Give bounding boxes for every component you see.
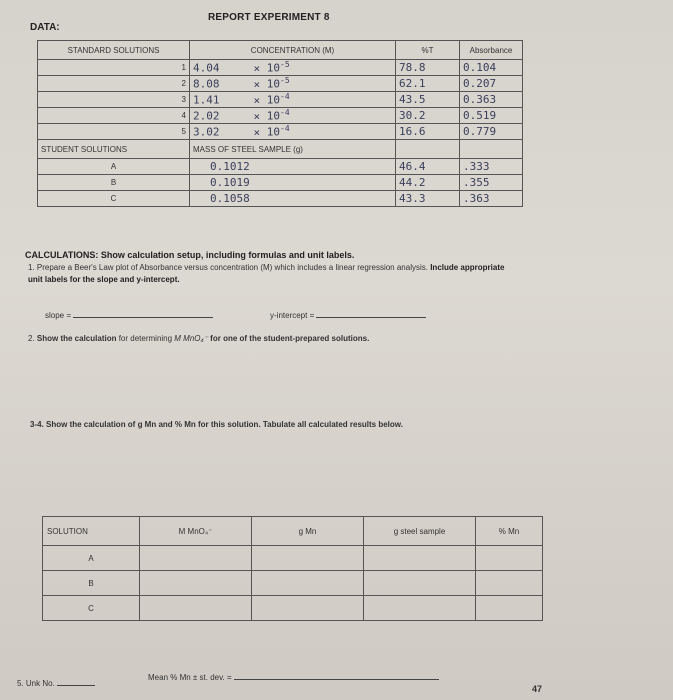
- header-concentration: CONCENTRATION (M): [190, 41, 396, 60]
- header-solution: SOLUTION: [43, 517, 140, 546]
- solution-id: B: [43, 571, 140, 596]
- header-standard-solutions: STANDARD SOLUTIONS: [38, 41, 190, 60]
- standard-row: [38, 124, 523, 140]
- unknown-number-field: 5. Unk No.: [17, 678, 95, 688]
- data-table: [37, 40, 523, 207]
- page-title: REPORT EXPERIMENT 8: [208, 12, 330, 23]
- data-label: DATA:: [30, 22, 60, 33]
- standard-percent-t: 78.8: [396, 60, 460, 76]
- student-row: [38, 191, 523, 207]
- standard-row: [38, 108, 523, 124]
- percent-mn-cell[interactable]: [476, 546, 543, 571]
- standard-absorbance: 0.363: [460, 92, 523, 108]
- question-2: 2. Show the calculation for determining M MnO₄⁻ for one of the student-prepared solutions.: [28, 334, 370, 343]
- unknown-number-blank[interactable]: [57, 678, 95, 686]
- results-row: [43, 546, 543, 571]
- standard-id: 4: [38, 108, 190, 124]
- g-mn-cell[interactable]: [252, 596, 364, 621]
- header-mass-steel: MASS OF STEEL SAMPLE (g): [190, 140, 396, 159]
- student-absorbance: .363: [460, 191, 523, 207]
- student-percent-t: 43.3: [396, 191, 460, 207]
- student-absorbance: .355: [460, 175, 523, 191]
- data-table-header: [38, 41, 523, 60]
- g-steel-cell[interactable]: [364, 596, 476, 621]
- percent-mn-cell[interactable]: [476, 596, 543, 621]
- solution-id: C: [43, 596, 140, 621]
- header-g-mn: g Mn: [252, 517, 364, 546]
- m-mno4-cell[interactable]: [140, 546, 252, 571]
- results-row: [43, 571, 543, 596]
- g-steel-cell[interactable]: [364, 546, 476, 571]
- slope-field: slope =: [45, 310, 213, 320]
- m-mno4-cell[interactable]: [140, 571, 252, 596]
- m-mno4-cell[interactable]: [140, 596, 252, 621]
- standard-row: [38, 76, 523, 92]
- student-mass: 0.1019: [190, 175, 396, 191]
- standard-concentration: $3.02 \times 10^{-4}$: [190, 124, 396, 140]
- standard-concentration: $2.02 \times 10^{-4}$: [190, 108, 396, 124]
- header-student-solutions: STUDENT SOLUTIONS: [38, 140, 190, 159]
- header-m-mno4: M MnO₄⁻: [140, 517, 252, 546]
- question-3-4: 3-4. Show the calculation of g Mn and % Mn for this solution. Tabulate all calculated results below.: [30, 420, 403, 429]
- standard-percent-t: 43.5: [396, 92, 460, 108]
- standard-percent-t: 30.2: [396, 108, 460, 124]
- standard-id: 3: [38, 92, 190, 108]
- standard-concentration: $1.41 \times 10^{-4}$: [190, 92, 396, 108]
- student-id: B: [38, 175, 190, 191]
- calculations-heading: CALCULATIONS: Show calculation setup, including formulas and unit labels.: [25, 250, 355, 260]
- student-id: A: [38, 159, 190, 175]
- standard-row: [38, 92, 523, 108]
- student-mass: 0.1058: [190, 191, 396, 207]
- standard-percent-t: 16.6: [396, 124, 460, 140]
- student-percent-t: 46.4: [396, 159, 460, 175]
- standard-concentration: $4.04 \times 10^{-5}$: [190, 60, 396, 76]
- solution-id: A: [43, 546, 140, 571]
- y-intercept-field: y-intercept =: [270, 310, 426, 320]
- student-percent-t: 44.2: [396, 175, 460, 191]
- header-percent-mn: % Mn: [476, 517, 543, 546]
- header-percent-t: %T: [396, 41, 460, 60]
- standard-id: 2: [38, 76, 190, 92]
- standard-absorbance: 0.519: [460, 108, 523, 124]
- student-mass: 0.1012: [190, 159, 396, 175]
- standard-row: [38, 60, 523, 76]
- y-intercept-blank[interactable]: [316, 310, 426, 318]
- mean-mn-blank[interactable]: [234, 672, 439, 680]
- standard-id: 5: [38, 124, 190, 140]
- g-mn-cell[interactable]: [252, 571, 364, 596]
- g-steel-cell[interactable]: [364, 571, 476, 596]
- standard-absorbance: 0.779: [460, 124, 523, 140]
- header-g-steel: g steel sample: [364, 517, 476, 546]
- slope-blank[interactable]: [73, 310, 213, 318]
- results-table-header: [43, 517, 543, 546]
- results-row: [43, 596, 543, 621]
- question-1: 1. Prepare a Beer's Law plot of Absorbance versus concentration (M) which includes a linear regression analysis. Include appropriate unit labels for the slope and y-intercept.: [28, 263, 505, 284]
- student-header-row: [38, 140, 523, 159]
- standard-absorbance: 0.104: [460, 60, 523, 76]
- header-absorbance: Absorbance: [460, 41, 523, 60]
- student-id: C: [38, 191, 190, 207]
- percent-mn-cell[interactable]: [476, 571, 543, 596]
- g-mn-cell[interactable]: [252, 546, 364, 571]
- standard-id: 1: [38, 60, 190, 76]
- results-table: [42, 516, 543, 621]
- page-number: 47: [532, 684, 543, 694]
- student-absorbance: .333: [460, 159, 523, 175]
- standard-absorbance: 0.207: [460, 76, 523, 92]
- standard-percent-t: 62.1: [396, 76, 460, 92]
- standard-concentration: $8.08 \times 10^{-5}$: [190, 76, 396, 92]
- student-row: [38, 159, 523, 175]
- student-row: [38, 175, 523, 191]
- mean-mn-field: Mean % Mn ± st. dev. =: [148, 672, 439, 682]
